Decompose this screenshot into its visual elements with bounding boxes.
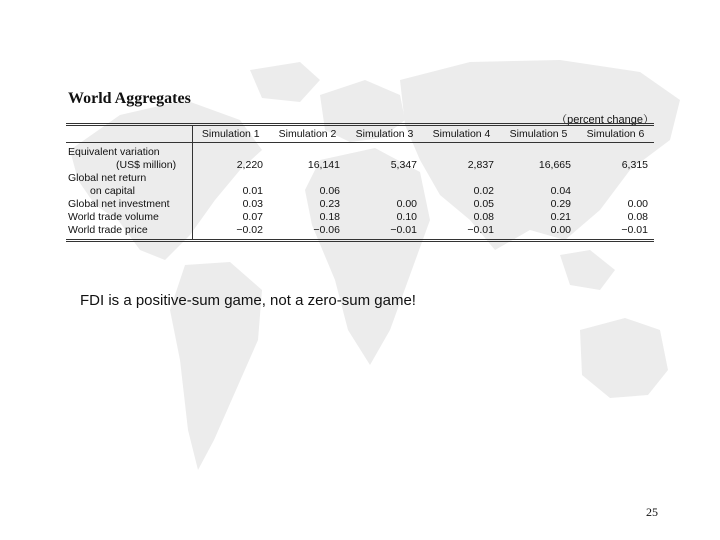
table-cell [423, 143, 500, 160]
table-cell: 0.10 [396, 211, 417, 223]
world-aggregates-table [66, 123, 654, 242]
table-row [66, 211, 654, 224]
table-cell [500, 143, 577, 160]
table-cell: 0.02 [473, 185, 494, 197]
table-cell: 0.23 [319, 198, 340, 210]
table-cell: −0.01 [390, 224, 417, 236]
table-cell: 16,665 [538, 159, 571, 171]
table-header-row [66, 125, 654, 143]
key-message: FDI is a positive-sum game, not a zero-sum game! [80, 292, 416, 309]
table-row [66, 172, 654, 185]
unit-note: （percent change） [556, 114, 654, 126]
row-label: Equivalent variation [68, 146, 160, 158]
table-cell: 0.06 [319, 185, 340, 197]
table-cell [192, 143, 269, 160]
table-cell: 0.08 [627, 211, 648, 223]
slide-title: World Aggregates [68, 90, 191, 107]
table-cell [346, 143, 423, 160]
header-simulation-6: Simulation 6 [577, 125, 654, 143]
header-simulation-2: Simulation 2 [269, 125, 346, 143]
table-cell [346, 172, 423, 185]
world-aggregates-table-container [66, 123, 654, 242]
table-cell: 0.08 [473, 211, 494, 223]
greenland-shape [250, 62, 320, 102]
table-cell [500, 172, 577, 185]
table-row [66, 198, 654, 211]
table-cell: 0.01 [192, 185, 269, 198]
table-cell: 0.00 [550, 224, 571, 236]
table-cell: −0.01 [467, 224, 494, 236]
table-cell [577, 172, 654, 185]
table-row [66, 143, 654, 160]
table-cell [192, 172, 269, 185]
header-simulation-5: Simulation 5 [500, 125, 577, 143]
table-cell: −0.02 [192, 224, 269, 241]
table-cell: 0.21 [550, 211, 571, 223]
table-row [66, 159, 654, 172]
page-number: 25 [646, 505, 658, 519]
row-label: Global net investment [68, 198, 170, 210]
table-cell: 0.04 [550, 185, 571, 197]
table-cell: 16,141 [307, 159, 340, 171]
table-cell: −0.01 [621, 224, 648, 236]
table-cell: 0.00 [396, 198, 417, 210]
header-simulation-1: Simulation 1 [192, 125, 269, 143]
table-cell: −0.06 [313, 224, 340, 236]
row-label: on capital [90, 185, 135, 197]
table-cell: 2,220 [192, 159, 269, 172]
table-cell [346, 185, 423, 198]
table-cell: 0.00 [627, 198, 648, 210]
row-label: Global net return [68, 172, 147, 184]
table-cell [269, 172, 346, 185]
table-cell [577, 185, 654, 198]
header-simulation-3: Simulation 3 [346, 125, 423, 143]
row-label: (US$ million) [116, 159, 177, 171]
table-cell [269, 143, 346, 160]
table-cell: 0.03 [192, 198, 269, 211]
row-label: World trade price [68, 224, 148, 236]
header-simulation-4: Simulation 4 [423, 125, 500, 143]
table-cell: 5,347 [390, 159, 417, 171]
southeast-asia-shape [560, 250, 615, 290]
table-cell: 0.29 [550, 198, 571, 210]
table-cell: 2,837 [467, 159, 494, 171]
table-cell: 0.05 [473, 198, 494, 210]
table-row [66, 185, 654, 198]
australia-shape [580, 318, 668, 398]
table-row [66, 224, 654, 241]
table-cell [577, 143, 654, 160]
header-label-cell [66, 125, 192, 143]
row-label: World trade volume [68, 211, 159, 223]
table-cell: 0.18 [319, 211, 340, 223]
table-cell: 0.07 [192, 211, 269, 224]
table-cell [423, 172, 500, 185]
table-cell: 6,315 [621, 159, 648, 171]
